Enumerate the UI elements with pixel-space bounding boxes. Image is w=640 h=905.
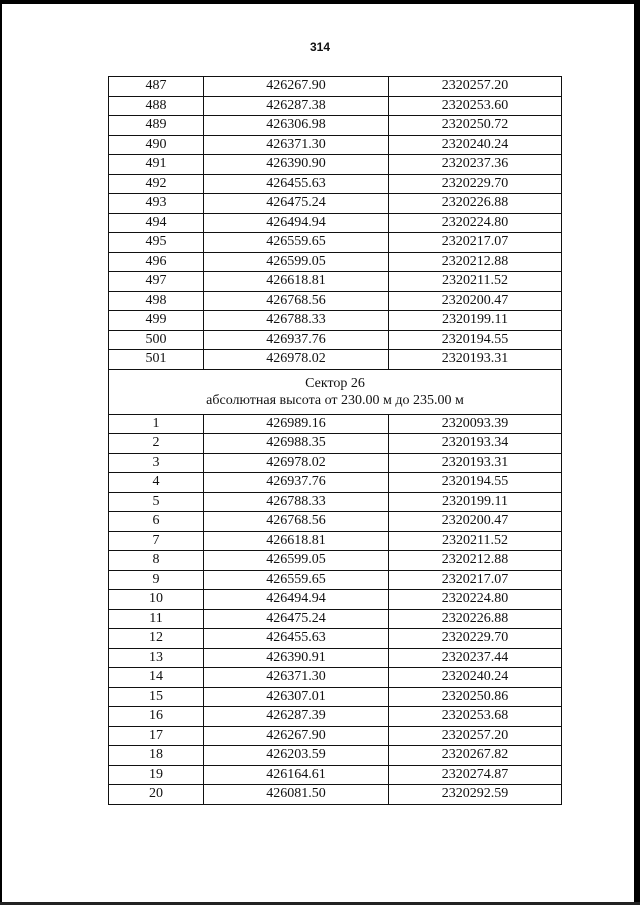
table-row <box>109 350 562 370</box>
y-coordinate-cell: 2320200.47 <box>389 512 562 532</box>
y-coordinate-cell: 2320224.80 <box>389 590 562 610</box>
x-coordinate-cell: 426989.16 <box>204 414 389 434</box>
table-row <box>109 330 562 350</box>
y-coordinate-cell: 2320226.88 <box>389 194 562 214</box>
point-number-cell: 495 <box>109 233 204 253</box>
table-row <box>109 609 562 629</box>
y-coordinate-cell: 2320253.60 <box>389 96 562 116</box>
point-number-cell: 1 <box>109 414 204 434</box>
y-coordinate-cell: 2320224.80 <box>389 213 562 233</box>
table-row <box>109 272 562 292</box>
table-row <box>109 311 562 331</box>
point-number-cell: 489 <box>109 116 204 136</box>
point-number-cell: 15 <box>109 687 204 707</box>
point-number-cell: 9 <box>109 570 204 590</box>
y-coordinate-cell: 2320199.11 <box>389 311 562 331</box>
y-coordinate-cell: 2320194.55 <box>389 473 562 493</box>
point-number-cell: 4 <box>109 473 204 493</box>
point-number-cell: 10 <box>109 590 204 610</box>
x-coordinate-cell: 426559.65 <box>204 570 389 590</box>
y-coordinate-cell: 2320193.34 <box>389 434 562 454</box>
y-coordinate-cell: 2320292.59 <box>389 785 562 805</box>
x-coordinate-cell: 426978.02 <box>204 350 389 370</box>
x-coordinate-cell: 426306.98 <box>204 116 389 136</box>
point-number-cell: 487 <box>109 77 204 97</box>
table-row <box>109 746 562 766</box>
table-row <box>109 765 562 785</box>
table-row <box>109 551 562 571</box>
x-coordinate-cell: 426618.81 <box>204 531 389 551</box>
table-row <box>109 590 562 610</box>
y-coordinate-cell: 2320240.24 <box>389 668 562 688</box>
point-number-cell: 6 <box>109 512 204 532</box>
table-row <box>109 687 562 707</box>
x-coordinate-cell: 426164.61 <box>204 765 389 785</box>
page-number: 314 <box>309 40 331 54</box>
y-coordinate-cell: 2320240.24 <box>389 135 562 155</box>
y-coordinate-cell: 2320229.70 <box>389 629 562 649</box>
sector-subtitle: абсолютная высота от 230.00 м до 235.00 м <box>206 392 464 408</box>
x-coordinate-cell: 426287.39 <box>204 707 389 727</box>
y-coordinate-cell: 2320217.07 <box>389 233 562 253</box>
scan-border-top <box>0 0 640 4</box>
point-number-cell: 20 <box>109 785 204 805</box>
point-number-cell: 12 <box>109 629 204 649</box>
table-row <box>109 174 562 194</box>
y-coordinate-cell: 2320267.82 <box>389 746 562 766</box>
table-row <box>109 453 562 473</box>
y-coordinate-cell: 2320237.44 <box>389 648 562 668</box>
point-number-cell: 494 <box>109 213 204 233</box>
x-coordinate-cell: 426371.30 <box>204 668 389 688</box>
x-coordinate-cell: 426768.56 <box>204 512 389 532</box>
coordinates-table <box>108 76 562 805</box>
y-coordinate-cell: 2320199.11 <box>389 492 562 512</box>
table-row <box>109 77 562 97</box>
point-number-cell: 14 <box>109 668 204 688</box>
table-row <box>109 233 562 253</box>
x-coordinate-cell: 426599.05 <box>204 252 389 272</box>
table-row <box>109 291 562 311</box>
x-coordinate-cell: 426978.02 <box>204 453 389 473</box>
x-coordinate-cell: 426788.33 <box>204 311 389 331</box>
y-coordinate-cell: 2320212.88 <box>389 551 562 571</box>
point-number-cell: 491 <box>109 155 204 175</box>
y-coordinate-cell: 2320217.07 <box>389 570 562 590</box>
point-number-cell: 5 <box>109 492 204 512</box>
y-coordinate-cell: 2320257.20 <box>389 726 562 746</box>
point-number-cell: 492 <box>109 174 204 194</box>
point-number-cell: 2 <box>109 434 204 454</box>
table-row <box>109 492 562 512</box>
point-number-cell: 13 <box>109 648 204 668</box>
table-row <box>109 668 562 688</box>
table-row <box>109 785 562 805</box>
point-number-cell: 490 <box>109 135 204 155</box>
table-row <box>109 135 562 155</box>
sector-header-row <box>109 369 562 414</box>
x-coordinate-cell: 426203.59 <box>204 746 389 766</box>
table-row <box>109 252 562 272</box>
scan-border-right <box>634 0 640 905</box>
x-coordinate-cell: 426618.81 <box>204 272 389 292</box>
x-coordinate-cell: 426390.91 <box>204 648 389 668</box>
point-number-cell: 8 <box>109 551 204 571</box>
y-coordinate-cell: 2320193.31 <box>389 453 562 473</box>
y-coordinate-cell: 2320229.70 <box>389 174 562 194</box>
x-coordinate-cell: 426081.50 <box>204 785 389 805</box>
x-coordinate-cell: 426559.65 <box>204 233 389 253</box>
table-row <box>109 629 562 649</box>
coordinates-table-body <box>109 77 562 805</box>
table-row <box>109 707 562 727</box>
y-coordinate-cell: 2320274.87 <box>389 765 562 785</box>
x-coordinate-cell: 426937.76 <box>204 330 389 350</box>
x-coordinate-cell: 426494.94 <box>204 213 389 233</box>
table-row <box>109 116 562 136</box>
point-number-cell: 501 <box>109 350 204 370</box>
table-row <box>109 155 562 175</box>
y-coordinate-cell: 2320212.88 <box>389 252 562 272</box>
point-number-cell: 16 <box>109 707 204 727</box>
y-coordinate-cell: 2320257.20 <box>389 77 562 97</box>
x-coordinate-cell: 426599.05 <box>204 551 389 571</box>
point-number-cell: 7 <box>109 531 204 551</box>
table-row <box>109 531 562 551</box>
point-number-cell: 496 <box>109 252 204 272</box>
x-coordinate-cell: 426475.24 <box>204 194 389 214</box>
x-coordinate-cell: 426475.24 <box>204 609 389 629</box>
sector-title: Сектор 26 <box>305 375 365 391</box>
y-coordinate-cell: 2320093.39 <box>389 414 562 434</box>
x-coordinate-cell: 426390.90 <box>204 155 389 175</box>
x-coordinate-cell: 426988.35 <box>204 434 389 454</box>
table-row <box>109 726 562 746</box>
y-coordinate-cell: 2320194.55 <box>389 330 562 350</box>
x-coordinate-cell: 426788.33 <box>204 492 389 512</box>
y-coordinate-cell: 2320250.86 <box>389 687 562 707</box>
scan-border-left <box>0 0 2 905</box>
x-coordinate-cell: 426455.63 <box>204 629 389 649</box>
point-number-cell: 493 <box>109 194 204 214</box>
point-number-cell: 488 <box>109 96 204 116</box>
y-coordinate-cell: 2320250.72 <box>389 116 562 136</box>
sector-header-cell <box>109 369 562 414</box>
table-row <box>109 570 562 590</box>
x-coordinate-cell: 426937.76 <box>204 473 389 493</box>
y-coordinate-cell: 2320193.31 <box>389 350 562 370</box>
x-coordinate-cell: 426371.30 <box>204 135 389 155</box>
x-coordinate-cell: 426287.38 <box>204 96 389 116</box>
x-coordinate-cell: 426267.90 <box>204 77 389 97</box>
x-coordinate-cell: 426455.63 <box>204 174 389 194</box>
y-coordinate-cell: 2320226.88 <box>389 609 562 629</box>
x-coordinate-cell: 426267.90 <box>204 726 389 746</box>
point-number-cell: 17 <box>109 726 204 746</box>
point-number-cell: 500 <box>109 330 204 350</box>
table-row <box>109 194 562 214</box>
y-coordinate-cell: 2320211.52 <box>389 531 562 551</box>
point-number-cell: 499 <box>109 311 204 331</box>
table-row <box>109 213 562 233</box>
point-number-cell: 19 <box>109 765 204 785</box>
table-row <box>109 648 562 668</box>
table-row <box>109 473 562 493</box>
x-coordinate-cell: 426494.94 <box>204 590 389 610</box>
point-number-cell: 3 <box>109 453 204 473</box>
table-row <box>109 414 562 434</box>
y-coordinate-cell: 2320211.52 <box>389 272 562 292</box>
point-number-cell: 498 <box>109 291 204 311</box>
y-coordinate-cell: 2320253.68 <box>389 707 562 727</box>
point-number-cell: 18 <box>109 746 204 766</box>
x-coordinate-cell: 426768.56 <box>204 291 389 311</box>
y-coordinate-cell: 2320237.36 <box>389 155 562 175</box>
table-row <box>109 96 562 116</box>
y-coordinate-cell: 2320200.47 <box>389 291 562 311</box>
table-row <box>109 512 562 532</box>
table-row <box>109 434 562 454</box>
point-number-cell: 497 <box>109 272 204 292</box>
point-number-cell: 11 <box>109 609 204 629</box>
x-coordinate-cell: 426307.01 <box>204 687 389 707</box>
